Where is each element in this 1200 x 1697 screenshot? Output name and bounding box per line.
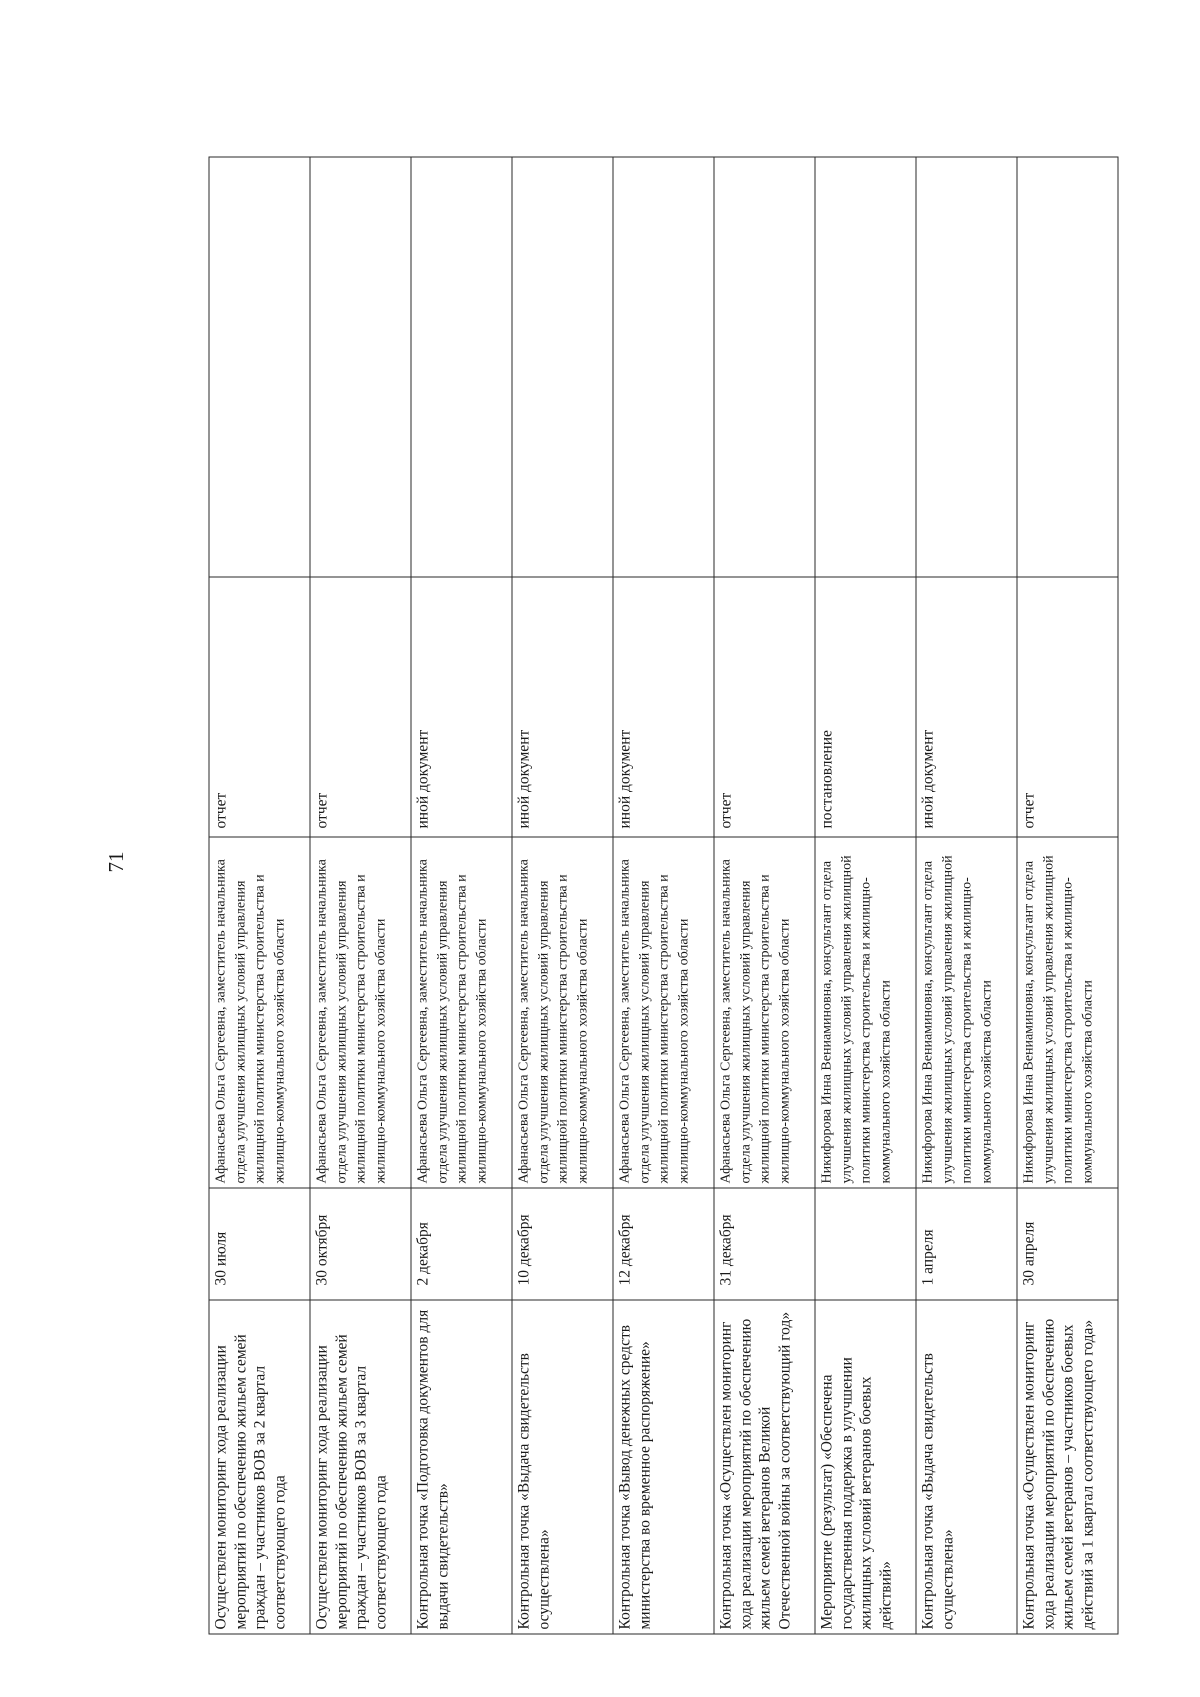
table-row — [1017, 157, 1118, 1634]
event-cell: Осуществлен мониторинг хода реализации мероприятий по обеспечению жильем семей граждан – участников ВОВ за 3 квартал соответствующего года — [310, 1300, 411, 1634]
responsible-cell: Афанасьева Ольга Сергеевна, заместитель начальника отдела улучшения жилищных условий управления жилищной политики министерства строительства и жилищно-коммунального хозяйства области — [613, 837, 714, 1188]
date-cell: 30 июля — [209, 1188, 310, 1300]
empty-cell — [411, 157, 512, 577]
responsible-cell: Афанасьева Ольга Сергеевна, заместитель начальника отдела улучшения жилищных условий управления жилищной политики министерства строительства и жилищно-коммунального хозяйства области — [310, 837, 411, 1188]
event-cell: Контрольная точка «Осуществлен мониторинг хода реализации мероприятий по обеспечению жильем семей ветеранов Великой Отечественной войны за соответствующий год» — [714, 1300, 815, 1634]
date-cell: 1 апреля — [916, 1188, 1017, 1300]
document-type-cell: отчет — [1017, 577, 1118, 837]
date-cell: 31 декабря — [714, 1188, 815, 1300]
responsible-cell: Никифорова Инна Вениаминовна, консультант отдела улучшения жилищных условий управления жилищной политики министерства строительства и жилищно-коммунального хозяйства области — [916, 837, 1017, 1188]
document-type-cell: иной документ — [411, 577, 512, 837]
event-cell: Контрольная точка «Вывод денежных средств министерства во временное распоряжение» — [613, 1300, 714, 1634]
table-body — [209, 157, 1118, 1634]
document-type-cell: иной документ — [512, 577, 613, 837]
date-cell: 2 декабря — [411, 1188, 512, 1300]
event-cell: Мероприятие (результат) «Обеспечена государственная поддержка в улучшении жилищных условий ветеранов боевых действий» — [815, 1300, 916, 1634]
event-cell: Контрольная точка «Подготовка документов для выдачи свидетельств» — [411, 1300, 512, 1634]
table-row — [310, 157, 411, 1634]
date-cell — [815, 1188, 916, 1300]
table-row — [613, 157, 714, 1634]
measures-table-rotated — [208, 158, 1118, 1635]
empty-cell — [613, 157, 714, 577]
date-cell: 10 декабря — [512, 1188, 613, 1300]
empty-cell — [916, 157, 1017, 577]
table-row — [815, 157, 916, 1634]
document-type-cell: отчет — [714, 577, 815, 837]
page-number: 71 — [104, 851, 128, 873]
empty-cell — [512, 157, 613, 577]
document-type-cell: постановление — [815, 577, 916, 837]
empty-cell — [815, 157, 916, 577]
date-cell: 12 декабря — [613, 1188, 714, 1300]
responsible-cell: Афанасьева Ольга Сергеевна, заместитель начальника отдела улучшения жилищных условий управления жилищной политики министерства строительства и жилищно-коммунального хозяйства области — [512, 837, 613, 1188]
event-cell: Осуществлен мониторинг хода реализации мероприятий по обеспечению жильем семей граждан – участников ВОВ за 2 квартал соответствующего года — [209, 1300, 310, 1634]
event-cell: Контрольная точка «Осуществлен мониторинг хода реализации мероприятий по обеспечению жильем семей ветеранов – участников боевых действий за 1 квартал соответствующего года» — [1017, 1300, 1118, 1634]
document-type-cell: иной документ — [916, 577, 1017, 837]
table-row — [209, 157, 310, 1634]
table-row — [512, 157, 613, 1634]
responsible-cell: Афанасьева Ольга Сергеевна, заместитель начальника отдела улучшения жилищных условий управления жилищной политики министерства строительства и жилищно-коммунального хозяйства области — [714, 837, 815, 1188]
date-cell: 30 апреля — [1017, 1188, 1118, 1300]
document-type-cell: иной документ — [613, 577, 714, 837]
document-type-cell: отчет — [209, 577, 310, 837]
empty-cell — [310, 157, 411, 577]
event-cell: Контрольная точка «Выдача свидетельств осуществлена» — [512, 1300, 613, 1634]
responsible-cell: Никифорова Инна Вениаминовна, консультант отдела улучшения жилищных условий управления жилищной политики министерства строительства и жилищно-коммунального хозяйства области — [1017, 837, 1118, 1188]
date-cell: 30 октября — [310, 1188, 411, 1300]
empty-cell — [714, 157, 815, 577]
empty-cell — [1017, 157, 1118, 577]
measures-table — [208, 157, 1118, 1635]
responsible-cell: Афанасьева Ольга Сергеевна, заместитель начальника отдела улучшения жилищных условий управления жилищной политики министерства строительства и жилищно-коммунального хозяйства области — [209, 837, 310, 1188]
table-row — [916, 157, 1017, 1634]
table-row — [714, 157, 815, 1634]
responsible-cell: Афанасьева Ольга Сергеевна, заместитель начальника отдела улучшения жилищных условий управления жилищной политики министерства строительства и жилищно-коммунального хозяйства области — [411, 837, 512, 1188]
event-cell: Контрольная точка «Выдача свидетельств осуществлена» — [916, 1300, 1017, 1634]
empty-cell — [209, 157, 310, 577]
responsible-cell: Никифорова Инна Вениаминовна, консультант отдела улучшения жилищных условий управления жилищной политики министерства строительства и жилищно-коммунального хозяйства области — [815, 837, 916, 1188]
document-type-cell: отчет — [310, 577, 411, 837]
table-row — [411, 157, 512, 1634]
